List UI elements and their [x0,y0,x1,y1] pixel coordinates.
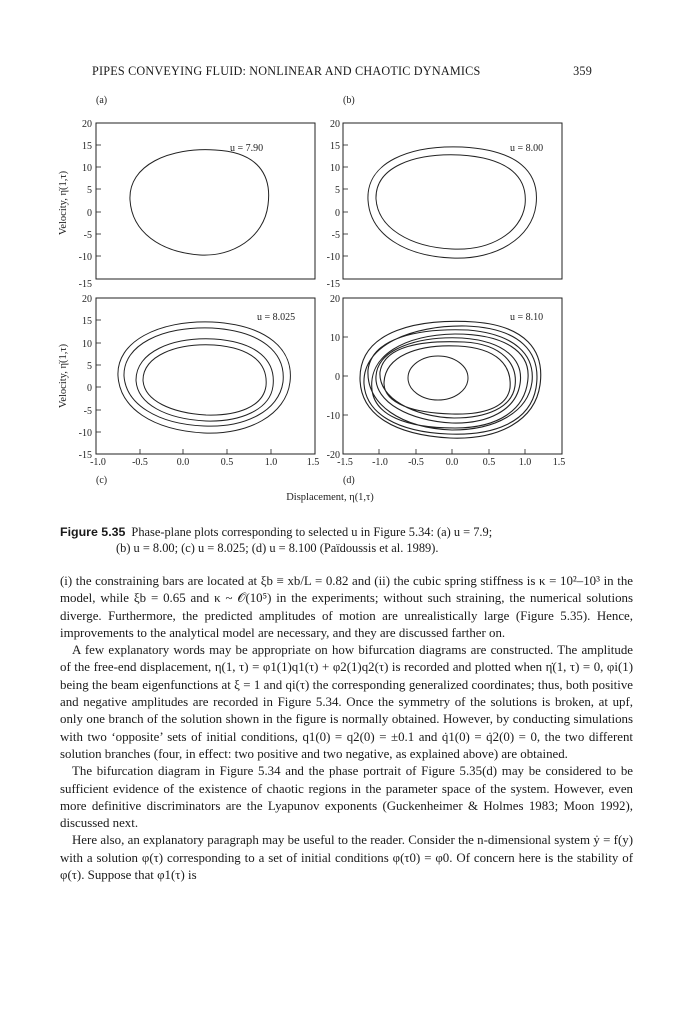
x-tick: 0.5 [482,457,496,468]
y-tick: -5 [83,230,92,241]
x-tick: -0.5 [408,457,424,468]
paragraph: Here also, an explanatory paragraph may be useful to the reader. Consider the n-dimensional system ẏ = f(y) with a solution φ(τ) corresponding to a set of initial conditions φ(τ0) = φ0. Of concern here is the stability of φ(τ). Suppose that φ1(τ) is [60,833,633,883]
running-title: PIPES CONVEYING FLUID: NONLINEAR AND CHAOTIC DYNAMICS [92,64,481,78]
y-tick: 15 [330,141,340,152]
panel-tag-b: (b) [343,95,355,106]
paragraph: (i) the constraining bars are located at ξb ≡ xb/L = 0.82 and (ii) the cubic spring stiffness is κ = 10²–10³ in the model, while ξb = 0.65 and κ ~ 𝒪(10⁵) in the experiments; without such straining, the numerical solutions diverge. Furthermore, the predicted amplitudes of motion are unrealistically large (Figure 5.35). Hence, improvements to the analytical model are necessary, and they are discussed farther on. [60,574,633,640]
y-tick: -10 [326,252,340,263]
y-tick: 5 [87,185,92,196]
x-axis-label: Displacement, η(1,τ) [286,492,374,503]
y-tick: -15 [78,450,92,461]
y-tick: 10 [82,163,92,174]
y-axis-label-top: Velocity, η̇(1,τ) [58,170,69,236]
x-tick: 1.5 [306,457,320,468]
orbit-c-3 [136,339,273,421]
y-tick: 20 [330,119,340,130]
orbit-b-outer [368,147,537,258]
orbit-b-inner [376,155,525,249]
orbit-c-2 [124,328,283,426]
y-tick: 0 [335,208,340,219]
x-tick: 1.5 [552,457,566,468]
x-tick: -1.5 [337,457,353,468]
caption-label: Figure 5.35 [60,525,126,539]
y-tick: 15 [82,141,92,152]
orbit-a [130,150,269,255]
y-tick: -5 [331,230,340,241]
x-tick: 1.0 [264,457,278,468]
y-tick: 5 [335,185,340,196]
tick-marks [96,145,525,454]
y-tick: 5 [87,361,92,372]
x-tick: 0.0 [445,457,459,468]
x-tick: -1.0 [90,457,106,468]
annotation-b: u = 8.00 [510,143,544,154]
annotation-a: u = 7.90 [230,143,264,154]
y-ticks-d [327,294,340,461]
caption-line-2: (b) u = 8.00; (c) u = 8.025; (d) u = 8.100 (Païdoussis et al. 1989). [116,541,439,555]
annotation-c: u = 8.025 [257,312,296,323]
y-ticks-a [79,119,92,290]
y-tick: 10 [330,333,340,344]
y-axis-label-bottom: Velocity, η̇(1,τ) [58,343,69,409]
y-tick: 10 [330,163,340,174]
orbit-c-4 [143,345,266,415]
paragraph: A few explanatory words may be appropriate on how bifurcation diagrams are constructed. The amplitude of the free-end displacement, η(1, τ) = φ1(1)q1(τ) + φ2(1)q2(τ) is recorded and plotted when η̇(1, τ) = 0, φi(1) being the beam eigenfunctions at ξ = 1 and qi(τ) the corresponding generalized coordinates; thus, both positive and negative amplitudes are recorded in Figure 5.34. Once the symmetry of the solutions is broken, at upf, only one branch of the solution shown in the figure is normally obtained. However, by conducting simulations with two ‘opposite’ sets of initial conditions, q1(0) = q2(0) = ±0.1 and q̇1(0) = q̇2(0) = 0, the two different solution branches (four, in effect: two positive and two negative, as explained above) are obtained. [60,643,633,761]
body-text [60,573,633,884]
figure-caption [60,524,632,556]
annotation-d: u = 8.10 [510,312,544,323]
y-ticks-b [327,119,340,290]
panel-tag-c: (c) [96,475,108,486]
y-tick: 0 [87,383,92,394]
y-tick: 20 [82,119,92,130]
x-ticks-c [90,457,319,468]
y-tick: 0 [335,372,340,383]
y-tick: -10 [326,411,340,422]
orbits [118,147,544,438]
panel-tag-a: (a) [96,95,108,106]
y-tick: 0 [87,208,92,219]
x-tick: -1.0 [372,457,388,468]
paragraph: The bifurcation diagram in Figure 5.34 and the phase portrait of Figure 5.35(d) may be considered to be sufficient evidence of the existence of chaotic regions in the parameter space of the system. However, even more definitive discriminators are the Lyapunov exponents (Guckenheimer & Holmes 1983; Moon 1992), discussed next. [60,764,633,831]
y-tick: -15 [326,279,340,290]
x-tick: -0.5 [132,457,148,468]
y-tick: -20 [326,450,340,461]
y-tick: 20 [330,294,340,305]
y-tick: -10 [78,428,92,439]
page-number: 359 [573,64,592,78]
y-tick: -10 [78,252,92,263]
y-ticks-c [79,294,92,461]
y-tick: 15 [82,316,92,327]
x-tick: 0.5 [220,457,234,468]
caption-line-1: Phase-plane plots corresponding to selected u in Figure 5.34: (a) u = 7.9; [131,525,493,539]
y-tick: 20 [82,294,92,305]
x-ticks-d [337,457,565,468]
attractor-core [408,356,468,400]
x-tick: 1.0 [518,457,532,468]
panel-tag-d: (d) [343,475,355,486]
y-tick: 10 [82,339,92,350]
y-tick: -5 [83,406,92,417]
y-tick: -15 [78,279,92,290]
x-tick: 0.0 [176,457,190,468]
